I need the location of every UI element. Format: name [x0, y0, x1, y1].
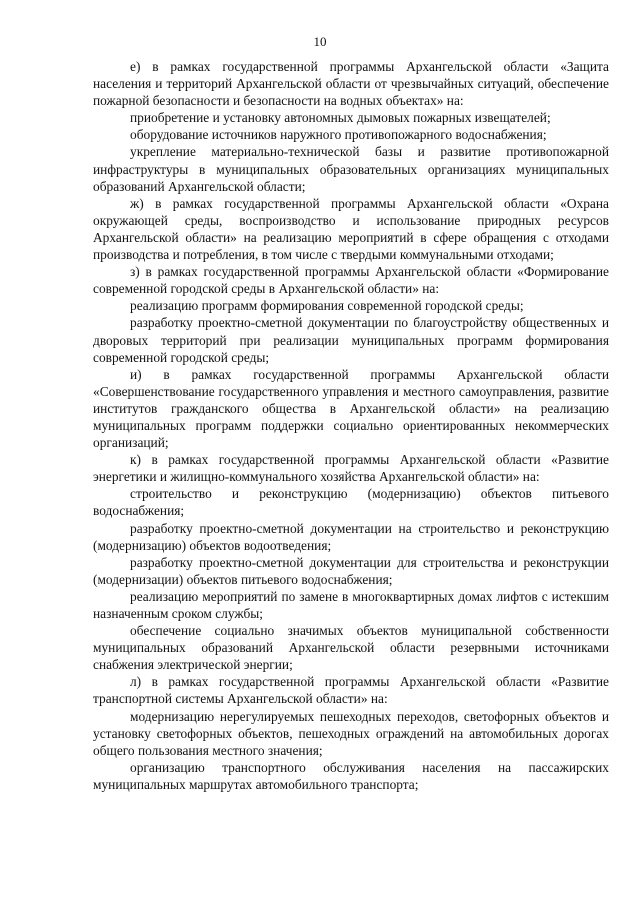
paragraph-zh-environment: ж) в рамках государственной программы Архангельской области «Охрана окружающей среды, воспроизводство и использование природных ресурсов Архангельской области» на реализацию мероприятий в сфере обращения с отходами производства и потребления, в том числе с твердыми коммунальными отходами; — [93, 195, 609, 263]
paragraph-drinking-water-construction: строительство и реконструкцию (модернизацию) объектов питьевого водоснабжения; — [93, 486, 609, 519]
paragraph-k-energy-housing: к) в рамках государственной программы Архангельской области «Развитие энергетики и жилищно-коммунального хозяйства Архангельской области» на: — [93, 452, 609, 485]
paragraph-i-governance: и) в рамках государственной программы Архангельской области «Совершенствование государственного управления и местного самоуправления, развитие институтов гражданского общества в Архангельской области» на реализацию муниципальных программ поддержки социально ориентированных некоммерческих организаций; — [93, 366, 609, 451]
paragraph-l-transport: л) в рамках государственной программы Архангельской области «Развитие транспортной системы Архангельской области» на: — [93, 674, 609, 707]
paragraph-urban-design-docs: разработку проектно-сметной документации по благоустройству общественных и дворовых территорий при реализации муниципальных программ формирования современной городской среды; — [93, 315, 609, 365]
paragraph-fire-infrastructure: укрепление материально-технической базы и развитие противопожарной инфраструктуры в муниципальных образовательных организациях муниципальных образований Архангельской области; — [93, 144, 609, 194]
paragraph-z-urban-environment: з) в рамках государственной программы Архангельской области «Формирование современной городской среды в Архангельской области» на: — [93, 264, 609, 297]
paragraph-fire-water-supply: оборудование источников наружного противопожарного водоснабжения; — [130, 127, 547, 143]
paragraph-sewerage-design-docs: разработку проектно-сметной документации на строительство и реконструкцию (модернизацию) объектов водоотведения; — [93, 520, 609, 553]
paragraph-backup-power: обеспечение социально значимых объектов муниципальной собственности муниципальных образований Архангельской области резервными источниками снабжения электрической энергии; — [93, 623, 609, 673]
page-number: 10 — [313, 34, 327, 49]
paragraph-transport-service: организацию транспортного обслуживания населения на пассажирских муниципальных маршрутах автомобильного транспорта; — [93, 759, 609, 792]
paragraph-elevator-replacement: реализацию мероприятий по замене в многоквартирных домах лифтов с истекшим назначенным сроком службы; — [93, 588, 609, 621]
paragraph-pedestrian-crossings: модернизацию нерегулируемых пешеходных переходов, светофорных объектов и установку светофорных объектов, пешеходных ограждений на автомобильных дорогах общего пользования местного значения; — [93, 708, 609, 758]
paragraph-smoke-detectors: приобретение и установку автономных дымовых пожарных извещателей; — [130, 110, 551, 126]
document-body — [93, 58, 609, 793]
paragraph-water-supply-design-docs: разработку проектно-сметной документации для строительства и реконструкции (модернизации) объектов питьевого водоснабжения; — [93, 554, 609, 587]
paragraph-urban-programs: реализацию программ формирования современной городской среды; — [130, 298, 524, 314]
paragraph-e-intro: е) в рамках государственной программы Архангельской области «Защита населения и территорий Архангельской области от чрезвычайных ситуаций, обеспечение пожарной безопасности и безопасности на водных объектах» на: — [93, 59, 609, 109]
